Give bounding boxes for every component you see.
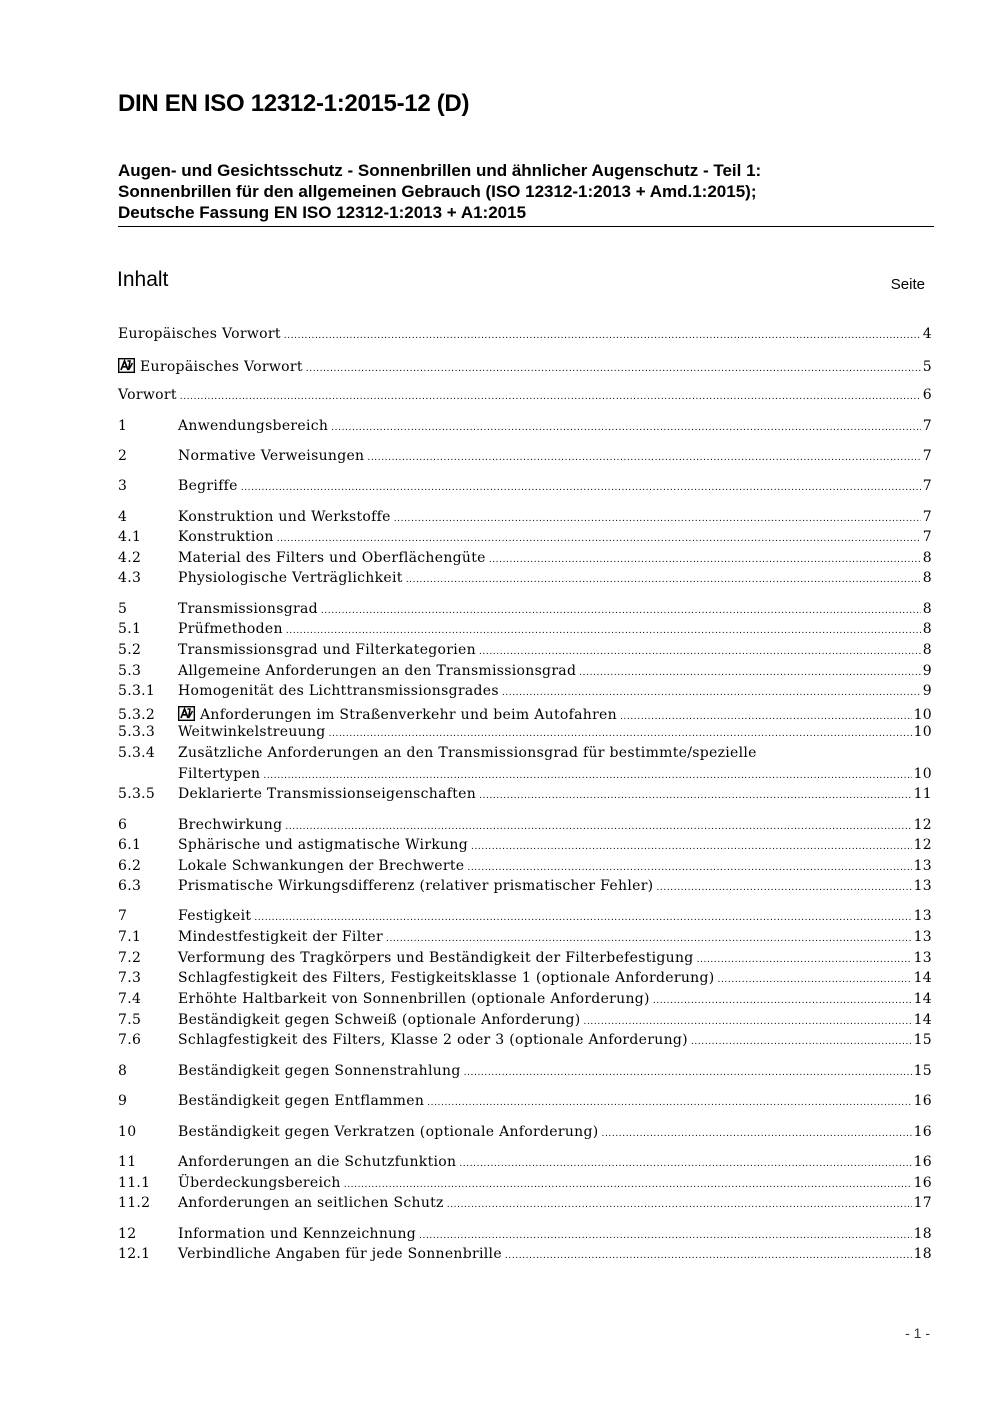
toc-leader-dots [467,863,911,873]
toc-entry-number: 3 [118,478,128,494]
toc-leader-dots [394,514,921,524]
toc-leader-dots [285,822,911,832]
toc-entry-page: 12 [913,837,932,853]
amendment-marker-icon [178,706,195,721]
toc-entry-number: 12.1 [118,1246,151,1262]
toc-entry-page: 8 [922,601,932,617]
toc-entry-page: 10 [913,766,932,782]
toc-entry-title: Schlagfestigkeit des Filters, Festigkeitsklasse 1 (optionale Anforderung) [178,970,715,986]
toc-entry-page: 14 [913,1012,932,1028]
toc-leader-dots [464,1068,912,1078]
toc-leader-dots [653,996,912,1006]
toc-entry-number: 10 [118,1124,137,1140]
toc-leader-dots [479,791,912,801]
toc-entry-page: 13 [913,858,932,874]
toc-leader-dots [386,934,912,944]
toc-entry[interactable] [118,817,932,837]
toc-entry[interactable] [118,529,932,549]
toc-entry-number: 7 [118,908,128,924]
toc-entry-number: 5.3 [118,663,142,679]
toc-entry-title: Beständigkeit gegen Verkratzen (optionale Anforderung) [178,1124,599,1140]
toc-entry-number: 11.1 [118,1175,151,1191]
toc-leader-dots [427,1098,911,1108]
toc-entry-title: Erhöhte Haltbarkeit von Sonnenbrillen (optionale Anforderung) [178,991,650,1007]
toc-entry-title: Europäisches Vorwort [118,326,281,342]
toc-entry[interactable] [118,663,932,683]
toc-entry[interactable] [118,745,932,765]
toc-entry[interactable] [118,1093,932,1113]
toc-entry-page: 18 [913,1226,932,1242]
toc-entry-title: Allgemeine Anforderungen an den Transmissionsgrad [178,663,577,679]
toc-entry-number: 9 [118,1093,128,1109]
toc-entry-page: 7 [922,478,932,494]
toc-entry-number: 5.3.1 [118,683,156,699]
toc-entry-number: 4.3 [118,570,142,586]
toc-entry[interactable] [118,950,932,970]
toc-entry-title: Anwendungsbereich [178,418,329,434]
toc-entry[interactable] [118,570,932,590]
toc-entry-page: 18 [913,1246,932,1262]
toc-entry-title: Konstruktion [178,529,274,545]
toc-entry-page: 4 [922,326,932,342]
toc-leader-dots [344,1180,912,1190]
toc-entry[interactable] [118,1032,932,1052]
toc-page-column-heading: Seite [890,276,925,293]
toc-entry-page: 10 [913,707,932,723]
toc-entry-page: 7 [922,418,932,434]
toc-entry[interactable] [118,478,932,498]
toc-entry-title: Prismatische Wirkungsdifferenz (relativer prismatischer Fehler) [178,878,654,894]
toc-entry-number: 6.2 [118,858,142,874]
toc-leader-dots [697,955,912,965]
toc-entry-number: 11.2 [118,1195,151,1211]
toc-entry-title: Information und Kennzeichnung [178,1226,417,1242]
toc-entry[interactable] [118,878,932,898]
toc-leader-dots [602,1129,912,1139]
toc-leader-dots [489,555,921,565]
toc-leader-dots [471,842,912,852]
toc-entry[interactable] [118,683,932,703]
toc-entry-number: 7.4 [118,991,142,1007]
toc-entry-number: 5.3.5 [118,786,156,802]
toc-entry-number: 4 [118,509,128,525]
toc-entry-number: 5.3.4 [118,745,156,761]
toc-leader-dots [241,483,921,493]
toc-leader-dots [263,771,911,781]
toc-leader-dots [584,1017,912,1027]
toc-entry[interactable] [118,418,932,438]
toc-leader-dots [277,534,921,544]
toc-entry[interactable] [118,991,932,1011]
toc-entry-page: 16 [913,1093,932,1109]
toc-entry-number: 5.3.3 [118,724,156,740]
toc-entry-page: 13 [913,929,932,945]
toc-entry-number: 5.1 [118,621,142,637]
toc-entry-title: Beständigkeit gegen Entflammen [178,1093,425,1109]
toc-entry-page: 13 [913,878,932,894]
toc-leader-dots [321,606,921,616]
toc-entry-title: Transmissionsgrad [178,601,318,617]
toc-entry-number: 6.3 [118,878,142,894]
toc-entry-title: Deklarierte Transmissionseigenschaften [178,786,477,802]
toc-leader-dots [254,913,911,923]
toc-leader-dots [306,364,921,374]
toc-entry-title: Mindestfestigkeit der Filter [178,929,383,945]
toc-entry-title: Schlagfestigkeit des Filters, Klasse 2 oder 3 (optionale Anforderung) [178,1032,688,1048]
toc-leader-dots [505,1251,912,1261]
subtitle-line: Sonnenbrillen für den allgemeinen Gebrauch (ISO 12312-1:2013 + Amd.1:2015); [118,182,757,201]
toc-entry-number: 7.5 [118,1012,142,1028]
toc-entry-number: 11 [118,1154,137,1170]
toc-entry[interactable] [118,509,932,529]
toc-leader-dots [579,668,921,678]
toc-entry-number: 7.3 [118,970,142,986]
toc-entry-title: Filtertypen [178,766,261,782]
toc-entry[interactable] [118,356,932,376]
toc-leader-dots [447,1200,912,1210]
toc-entry[interactable] [118,1124,932,1144]
toc-entry[interactable] [118,970,932,990]
toc-entry-page: 7 [922,448,932,464]
toc-entry[interactable] [118,766,932,786]
toc-entry-number: 1 [118,418,128,434]
toc-entry-title: Physiologische Verträglichkeit [178,570,403,586]
toc-entry-page: 14 [913,991,932,1007]
toc-entry-title: Beständigkeit gegen Schweiß (optionale Anforderung) [178,1012,581,1028]
toc-entry[interactable] [118,1175,932,1195]
toc-leader-dots [479,647,921,657]
toc-entry[interactable] [118,1246,932,1266]
toc-entry[interactable] [118,1195,932,1215]
toc-entry-title: Festigkeit [178,908,252,924]
toc-entry-page: 9 [922,663,932,679]
toc-entry-title: Konstruktion und Werkstoffe [178,509,391,525]
toc-leader-dots [331,423,921,433]
toc-entry-number: 12 [118,1226,137,1242]
toc-entry-page: 12 [913,817,932,833]
toc-entry-page: 16 [913,1175,932,1191]
toc-entry-page: 15 [913,1063,932,1079]
toc-entry-number: 8 [118,1063,128,1079]
toc-leader-dots [406,575,921,585]
toc-entry-number: 2 [118,448,128,464]
toc-entry-page: 7 [922,529,932,545]
toc-entry[interactable] [118,550,932,570]
toc-entry-page: 11 [913,786,932,802]
toc-entry-title: Homogenität des Lichttransmissionsgrades [178,683,499,699]
toc-entry-page: 5 [922,359,932,375]
toc-leader-dots [284,331,921,341]
page-number: - 1 - [905,1325,930,1341]
toc-entry-title: Weitwinkelstreuung [178,724,326,740]
toc-entry-title: Vorwort [118,387,177,403]
toc-entry-title: Anforderungen an die Schutzfunktion [178,1154,457,1170]
toc-entry-page: 8 [922,642,932,658]
toc-entry-number: 5 [118,601,128,617]
document-title: DIN EN ISO 12312-1:2015-12 (D) [118,90,470,117]
toc-heading: Inhalt [117,268,169,291]
toc-entry-title: Überdeckungsbereich [178,1175,341,1191]
toc-entry-number: 7.2 [118,950,142,966]
toc-entry-number: 6 [118,817,128,833]
toc-entry-title: Begriffe [178,478,238,494]
toc-entry-number: 7.1 [118,929,142,945]
toc-leader-dots [502,688,921,698]
toc-leader-dots [367,453,920,463]
toc-entry-number: 5.2 [118,642,142,658]
toc-entry-title: Prüfmethoden [178,621,283,637]
toc-entry-page: 10 [913,724,932,740]
toc-entry-title: Transmissionsgrad und Filterkategorien [178,642,476,658]
toc-entry-title: Verformung des Tragkörpers und Beständigkeit der Filterbefestigung [178,950,694,966]
amendment-marker-icon [118,358,135,373]
toc-entry-page: 7 [922,509,932,525]
toc-entry[interactable] [118,908,932,928]
subtitle-line: Augen- und Gesichtsschutz - Sonnenbrillen und ähnlicher Augenschutz - Teil 1: [118,161,762,180]
toc-entry-title: Anforderungen im Straßenverkehr und beim Autofahren [200,707,617,723]
toc-entry[interactable] [118,929,932,949]
toc-entry-title: Brechwirkung [178,817,283,833]
toc-entry[interactable] [118,858,932,878]
toc-entry-title: Zusätzliche Anforderungen an den Transmissionsgrad für bestimmte/spezielle [178,745,757,761]
toc-entry-page: 8 [922,621,932,637]
toc-entry-page: 14 [913,970,932,986]
toc-leader-dots [419,1231,912,1241]
toc-entry[interactable] [118,786,932,806]
toc-entry-title: Europäisches Vorwort [140,359,303,375]
toc-entry-page: 16 [913,1154,932,1170]
toc-entry[interactable] [118,387,932,407]
toc-entry[interactable] [118,621,932,641]
toc-entry-page: 15 [913,1032,932,1048]
toc-entry-page: 16 [913,1124,932,1140]
toc-leader-dots [329,729,912,739]
toc-entry[interactable] [118,326,932,346]
toc-entry-page: 13 [913,950,932,966]
toc-entry-number: 4.2 [118,550,142,566]
toc-entry[interactable] [118,1154,932,1174]
toc-leader-dots [691,1037,912,1047]
toc-entry[interactable] [118,1012,932,1032]
toc-entry-page: 8 [922,570,932,586]
toc-entry-title: Anforderungen an seitlichen Schutz [178,1195,444,1211]
toc-entry-number: 4.1 [118,529,142,545]
toc-entry[interactable] [118,1226,932,1246]
toc-entry-number: 5.3.2 [118,707,156,723]
toc-entry-title: Lokale Schwankungen der Brechwerte [178,858,465,874]
toc-leader-dots [718,975,912,985]
toc-entry[interactable] [118,724,932,744]
toc-entry-title: Sphärische und astigmatische Wirkung [178,837,468,853]
toc-entry-title: Normative Verweisungen [178,448,365,464]
toc-leader-dots [180,392,921,402]
toc-leader-dots [459,1159,911,1169]
toc-entry-page: 9 [922,683,932,699]
toc-entry-page: 17 [913,1195,932,1211]
toc-entry-page: 6 [922,387,932,403]
toc-entry[interactable] [118,448,932,468]
toc-leader-dots [286,626,921,636]
toc-entry-number: 6.1 [118,837,142,853]
toc-entry[interactable] [118,642,932,662]
toc-entry-number: 7.6 [118,1032,142,1048]
toc-entry-page: 8 [922,550,932,566]
toc-entry-title: Material des Filters und Oberflächengüte [178,550,486,566]
toc-entry[interactable] [118,837,932,857]
toc-entry-page: 13 [913,908,932,924]
document-subtitle [118,160,934,227]
toc-entry[interactable] [118,704,932,724]
toc-entry-title: Verbindliche Angaben für jede Sonnenbrille [178,1246,502,1262]
toc-entry[interactable] [118,601,932,621]
toc-leader-dots [656,883,911,893]
toc-leader-dots [620,712,912,722]
subtitle-line: Deutsche Fassung EN ISO 12312-1:2013 + A1:2015 [118,203,527,222]
toc-entry[interactable] [118,1063,932,1083]
toc-entry-title: Beständigkeit gegen Sonnenstrahlung [178,1063,461,1079]
